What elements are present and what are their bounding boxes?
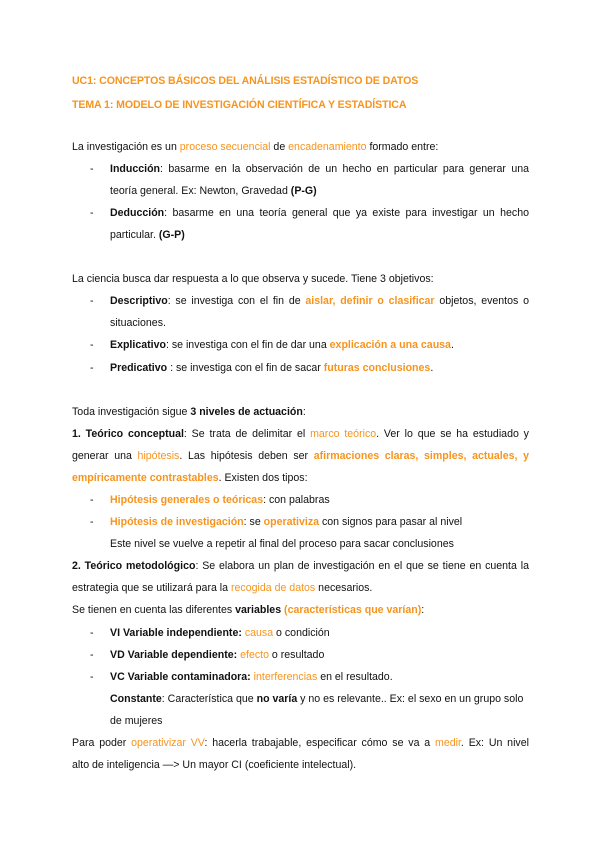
bullet-dash: - [90, 649, 94, 661]
bullet-dash: - [90, 295, 94, 307]
bullet-dash: - [90, 339, 94, 351]
section3-intro: Toda investigación sigue 3 niveles de actuación: [72, 406, 306, 418]
bullet-dash: - [90, 516, 94, 528]
bullet-dash: - [90, 163, 94, 175]
level1-note: Este nivel se vuelve a repetir al final del proceso para sacar conclusiones [110, 538, 454, 550]
variables-intro: Se tienen en cuenta las diferentes variables (características que varían): [72, 604, 425, 616]
unit-title: UC1: CONCEPTOS BÁSICOS DEL ANÁLISIS ESTADÍSTICO DE DATOS [72, 75, 419, 87]
bullet-dash: - [90, 207, 94, 219]
section2-intro: La ciencia busca dar respuesta a lo que observa y sucede. Tiene 3 objetivos: [72, 273, 434, 285]
bullet-dash: - [90, 362, 94, 374]
bullet-dash: - [90, 494, 94, 506]
section1-intro: La investigación es un proceso secuencial de encadenamiento formado entre: [72, 141, 439, 153]
bullet-dash: - [90, 671, 94, 683]
bullet-dash: - [90, 627, 94, 639]
topic-title: TEMA 1: MODELO DE INVESTIGACIÓN CIENTÍFICA Y ESTADÍSTICA [72, 99, 407, 111]
